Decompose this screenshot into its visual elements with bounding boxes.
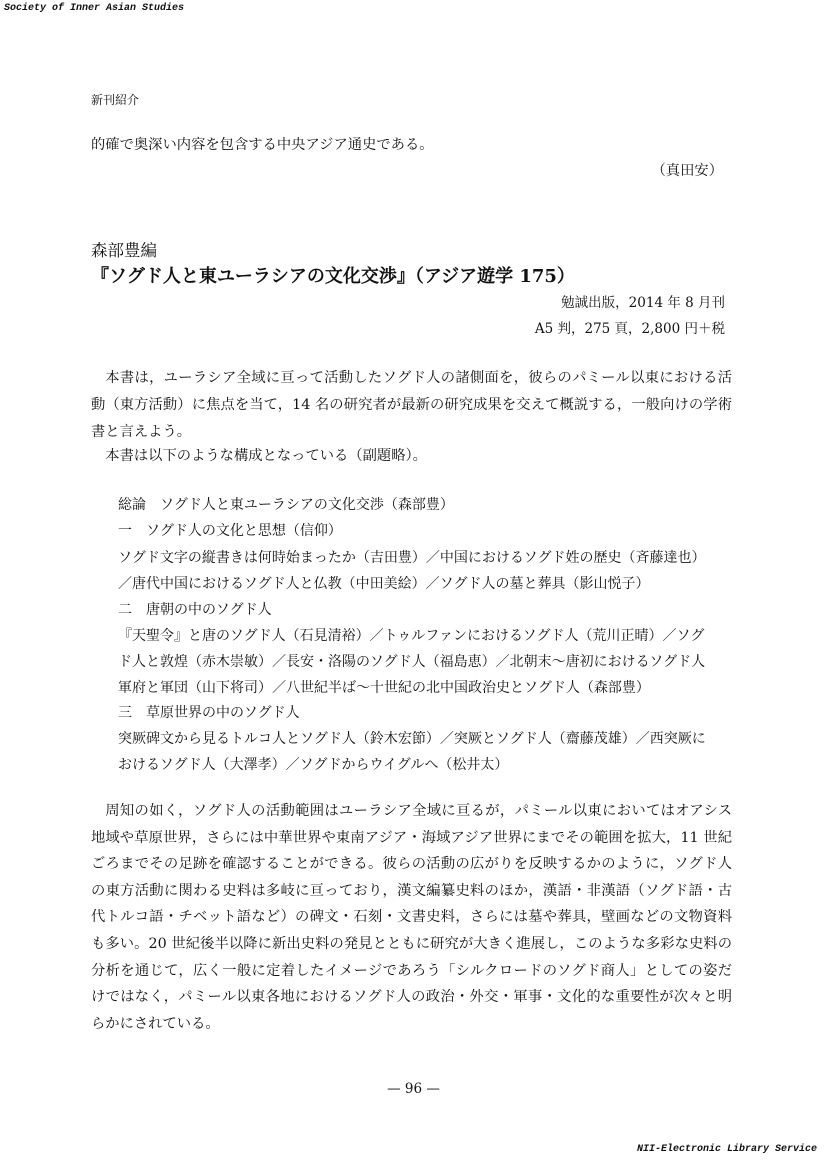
reviewer-signature: （真田安）: [651, 163, 723, 179]
toc-part-2-articles: 『天聖令』と唐のソグド人（石見清裕）／トゥルファンにおけるソグド人（荒川正晴）／ソグ: [118, 628, 705, 644]
toc-part-3-articles: おけるソグド人（大澤孝）／ソグドからウイグルへ（松井太）: [118, 757, 509, 773]
body-paragraph: 周知の如く，ソグド人の活動範囲はユーラシア全域に亘るが，パミール以東においてはオアシス地域や草原世界，さらには中華世界や東南アジア・海域アジア世界にまでその範囲を拡大，11 世紀ごろまでその足跡を確認することができる。彼らの活動の広がりを反映するかのように，ソグド人の東方活動に関わる史料は多岐に亘っており，漢文編纂史料のほか，漢語・非漢語（ソグド語・古代トルコ語・チベット語など）の碑文・石刻・文書史料，さらには墓や葬具，壁画などの文物資料も多い。20 世紀後半以降に新出史料の発見とともに研究が大きく進展し，このような多彩な史料の分析を通じて，広く一般に定着したイメージであろう「シルクロードのソグド商人」としての姿だけではなく，パミール以東各地におけるソグド人の政治・外交・軍事・文化的な重要性が次々と明らかにされている。: [91, 803, 732, 1032]
toc-part-2-heading: 二 唐朝の中のソグド人: [118, 602, 272, 618]
book-editor: 森部豊編: [91, 241, 157, 260]
society-header: Society of Inner Asian Studies: [4, 3, 185, 14]
page-number: — 96 —: [387, 1081, 440, 1097]
structure-intro: 本書は以下のような構成となっている（副題略）。: [105, 448, 427, 464]
section-label: 新刊紹介: [91, 93, 140, 107]
previous-review-last-line: 的確で奥深い内容を包含する中央アジア通史である。: [91, 137, 434, 153]
intro-paragraph: 本書は，ユーラシア全域に亘って活動したソグド人の諸側面を，彼らのパミール以東における活動（東方活動）に焦点を当て，14 名の研究者が最新の研究成果を交えて概説する，一般向けの学術書と言えよう。: [91, 370, 732, 440]
nii-footer: NII-Electronic Library Service: [636, 1144, 817, 1155]
toc-part-1-articles: ／唐代中国におけるソグド人と仏教（中田美絵）／ソグド人の墓と葬具（影山悦子）: [118, 576, 650, 592]
toc-part-1-heading: 一 ソグド人の文化と思想（信仰）: [118, 523, 342, 539]
toc-part-3-heading: 三 草原世界の中のソグド人: [118, 705, 300, 721]
toc-part-2-articles: ド人と敦煌（赤木崇敏）／長安・洛陽のソグド人（福島恵）／北朝末～唐初におけるソグド人: [118, 654, 706, 670]
book-spec-line: A5 判，275 頁，2,800 円＋税: [534, 321, 725, 337]
toc-part-3-articles: 突厥碑文から見るトルコ人とソグド人（鈴木宏節）／突厥とソグド人（齋藤茂雄）／西突厥に: [118, 731, 706, 747]
toc-part-1-articles: ソグド文字の縦書きは何時始まったか（吉田豊）／中国におけるソグド姓の歴史（斉藤達也）: [118, 550, 706, 566]
toc-overview: 総論 ソグド人と東ユーラシアの文化交渉（森部豊）: [118, 497, 454, 513]
book-title: 『ソグド人と東ユーラシアの文化交渉』（アジア遊学 175）: [91, 266, 575, 287]
toc-part-2-articles: 軍府と軍団（山下将司）／八世紀半ば～十世紀の北中国政治史とソグド人（森部豊）: [118, 680, 650, 696]
publisher-line: 勉誠出版，2014 年 8 月刊: [561, 295, 725, 311]
